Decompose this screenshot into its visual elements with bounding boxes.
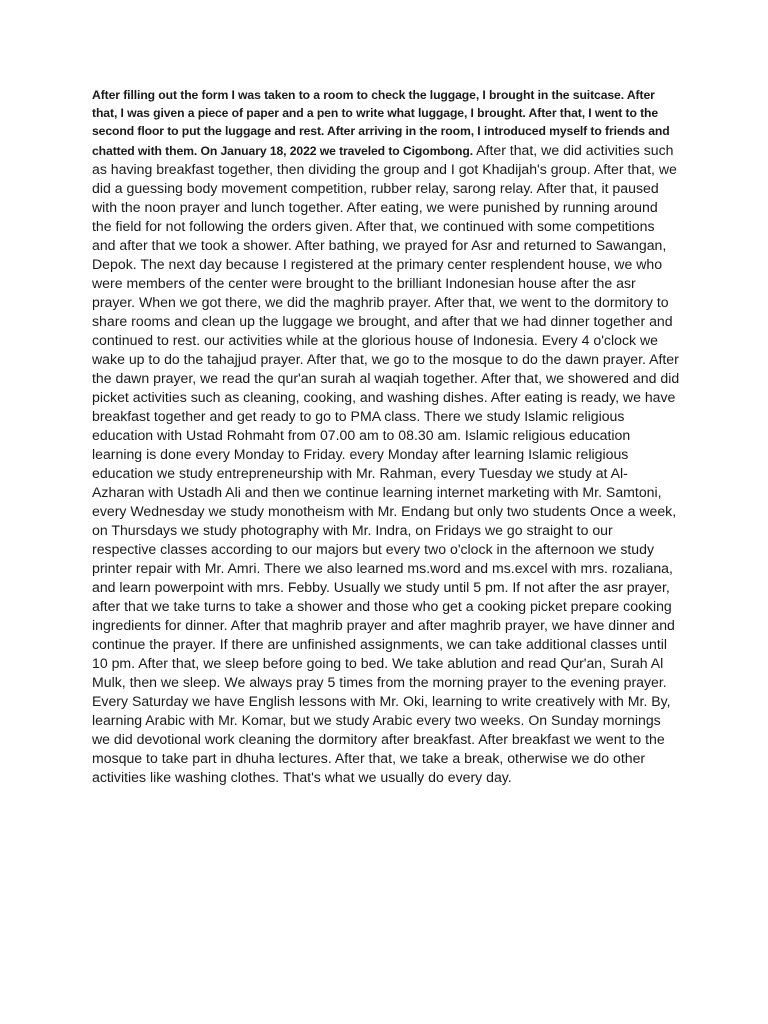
main-paragraph [92, 86, 680, 787]
body-text: After that, we did activities such as having breakfast together, then dividing the group and I got Khadijah's group. After that, we did a guessing body movement competition, rubber relay, sarong relay. After that, it paused with the noon prayer and lunch together. After eating, we were punished by running around the field for not following the orders given. After that, we continued with some competitions and after that we took a shower. After bathing, we prayed for Asr and returned to Sawangan, Depok. The next day because I registered at the primary center resplendent house, we who were members of the center were brought to the brilliant Indonesian house after the asr prayer. When we got there, we did the maghrib prayer. After that, we went to the dormitory to share rooms and clean up the luggage we brought, and after that we had dinner together and continued to rest. our activities while at the glorious house of Indonesia. Every 4 o'clock we wake up to do the tahajjud prayer. After that, we go to the mosque to do the dawn prayer. After the dawn prayer, we read the qur'an surah al waqiah together. After that, we showered and did picket activities such as cleaning, cooking, and washing dishes. After eating is ready, we have breakfast together and get ready to go to PMA class. There we study Islamic religious education with Ustad Rohmaht from 07.00 am to 08.30 am. Islamic religious education learning is done every Monday to Friday. every Monday after learning Islamic religious education we study entrepreneurship with Mr. Rahman, every Tuesday we study at Al-Azharan with Ustadh Ali and then we continue learning internet marketing with Mr. Samtoni, every Wednesday we study monotheism with Mr. Endang but only two students Once a week, on Thursdays we study photography with Mr. Indra, on Fridays we go straight to our respective classes according to our majors but every two o'clock in the afternoon we study printer repair with Mr. Amri. There we also learned ms.word and ms.excel with mrs. rozaliana, and learn powerpoint with mrs. Febby. Usually we study until 5 pm. If not after the asr prayer, after that we take turns to take a shower and those who get a cooking picket prepare cooking ingredients for dinner. After that maghrib prayer and after maghrib prayer, we have dinner and continue the prayer. If there are unfinished assignments, we can take additional classes until 10 pm. After that, we sleep before going to bed. We take ablution and read Qur'an, Surah Al Mulk, then we sleep. We always pray 5 times from the morning prayer to the evening prayer. Every Saturday we have English lessons with Mr. Oki, learning to write creatively with Mr. By, learning Arabic with Mr. Komar, but we study Arabic every two weeks. On Sunday mornings we did devotional work cleaning the dormitory after breakfast. After breakfast we went to the mosque to take part in dhuha lectures. After that, we take a break, otherwise we do other activities like washing clothes. That's what we usually do every day. [92, 141, 680, 785]
document-body [92, 86, 680, 787]
bold-intro-text: After filling out the form I was taken to a room to check the luggage, I brought in the suitcase. After that, I was given a piece of paper and a pen to write what luggage, I brought. After that, I went to the second floor to put the luggage and rest. After arriving in the room, I introduced myself to friends and chatted with them. On January 18, 2022 we traveled to Cigombong. [92, 88, 670, 158]
